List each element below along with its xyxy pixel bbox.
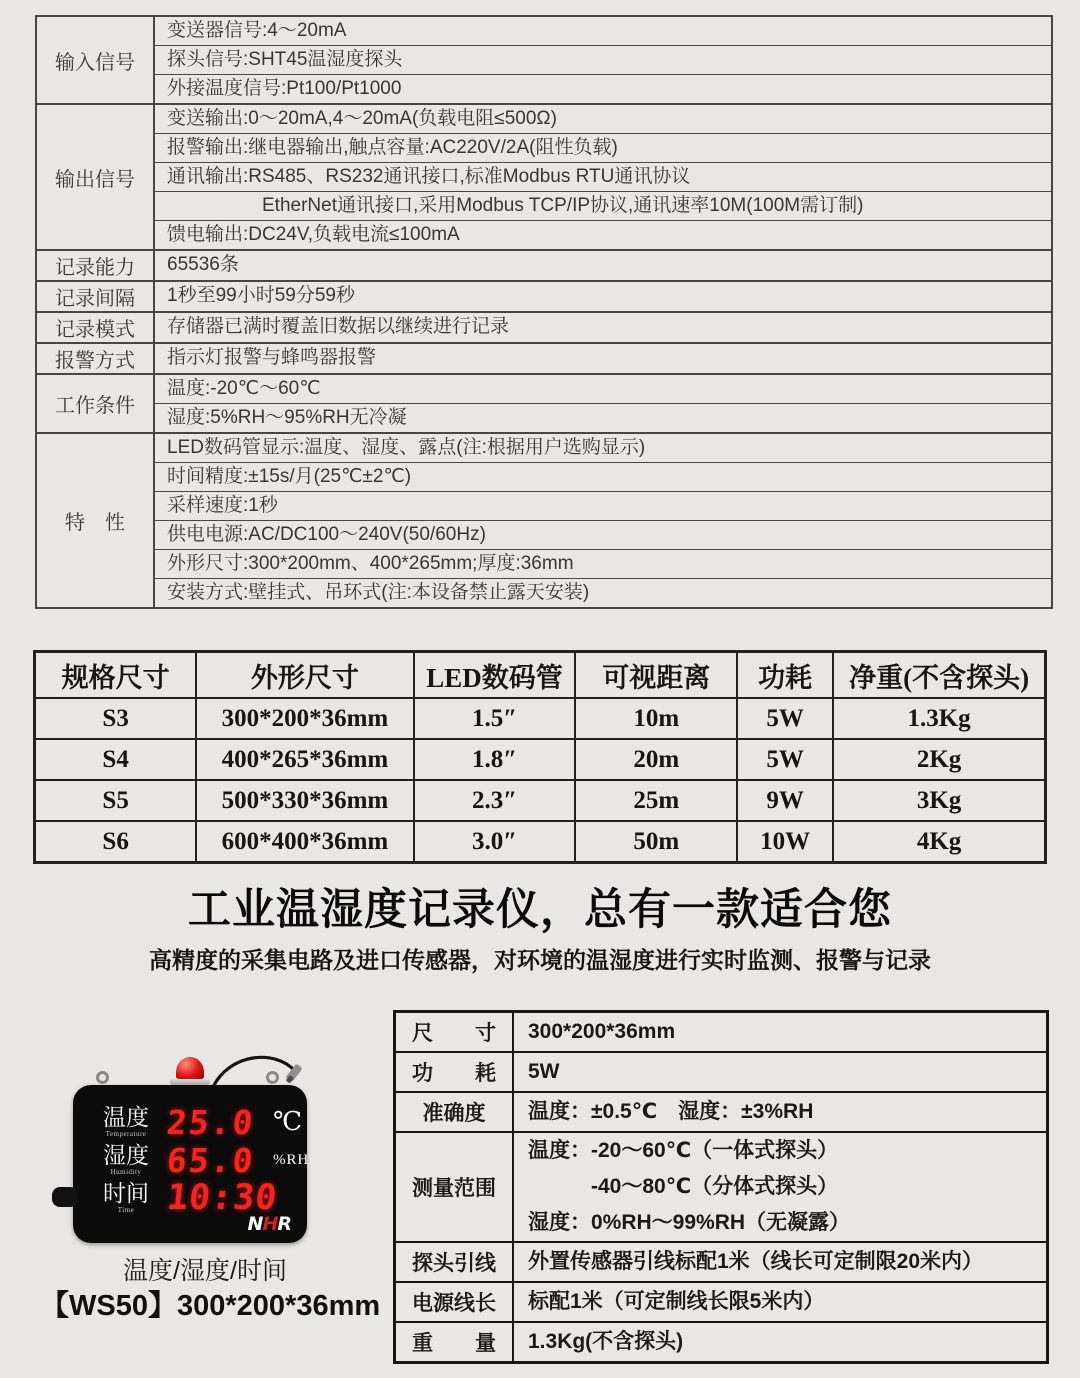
detail-row-line: 温度：-20～60℃（一体式探头）: [528, 1139, 839, 1162]
detail-row-line: 温度：±0.5℃ 湿度：±3%RH: [528, 1100, 814, 1123]
product-model-caption: 【WS50】300*200*36mm: [40, 1290, 381, 1322]
model-cell: 25m: [575, 780, 737, 821]
model-cell: 9W: [737, 780, 833, 821]
spec-row-value: LED数码管显示:温度、湿度、露点(注:根据用户选购显示): [155, 434, 1051, 463]
model-cell: 3.0″: [414, 821, 576, 863]
detail-row-line: 5W: [528, 1060, 560, 1083]
model-cell: S6: [35, 821, 197, 863]
led-display-row: [93, 1179, 293, 1217]
spec-rows: [155, 17, 1051, 103]
spec-row-label: 输出信号: [37, 105, 155, 249]
spec-group: [37, 313, 1051, 344]
model-cell: 5W: [737, 739, 833, 780]
display-label-en: Temperature: [105, 1130, 147, 1139]
detail-row-line: 300*200*36mm: [528, 1020, 676, 1043]
detail-row-label: 功 耗: [396, 1053, 514, 1091]
detail-row-label: 尺 寸: [396, 1013, 514, 1051]
model-cell: 50m: [575, 821, 737, 863]
model-column-header: 功耗: [737, 652, 833, 699]
spec-group: [37, 251, 1051, 282]
display-value: 25.0: [164, 1102, 257, 1142]
page-subtitle: 高精度的采集电路及进口传感器，对环境的温湿度进行实时监测、报警与记录: [149, 947, 931, 973]
spec-rows: [155, 313, 1051, 342]
spec-rows: [155, 282, 1051, 311]
nhr-logo-letter: R: [277, 1213, 291, 1235]
table-row: [35, 780, 1046, 821]
model-table-header: [35, 652, 1046, 699]
led-display-row: [93, 1140, 310, 1180]
spec-rows: [155, 375, 1051, 432]
spec-row-label: 工作条件: [37, 375, 155, 432]
detail-row: [396, 1283, 1046, 1323]
model-cell: 20m: [575, 739, 737, 780]
spec-row-value: EtherNet通讯接口,采用Modbus TCP/IP协议,通讯速率10M(100M需订制): [155, 192, 1051, 221]
table-row: [35, 739, 1046, 780]
spec-row-value: 采样速度:1秒: [155, 492, 1051, 521]
detail-row-content: [514, 1283, 1046, 1321]
detail-row: [396, 1093, 1046, 1133]
model-column-header: 可视距离: [575, 652, 737, 699]
spec-rows: [155, 105, 1051, 249]
spec-row-value: 探头信号:SHT45温湿度探头: [155, 46, 1051, 75]
detail-row-line: 外置传感器引线标配1米（线长可定制限20米内）: [528, 1250, 984, 1273]
model-cell: 600*400*36mm: [196, 821, 413, 863]
model-cell: 2Kg: [833, 739, 1045, 780]
spec-group: [37, 344, 1051, 375]
spec-row-value: 安装方式:壁挂式、吊环式(注:本设备禁止露天安装): [167, 582, 590, 603]
detail-row-label: 重 量: [396, 1323, 514, 1361]
spec-row-value: 湿度:5%RH～95%RH无冷凝: [167, 407, 407, 428]
model-header-row: [35, 652, 1046, 699]
model-column-header: LED数码管: [414, 652, 576, 699]
spec-row-label: 记录间隔: [37, 282, 155, 311]
display-label-cn: 温度: [103, 1104, 149, 1130]
spec-row-value: 变送输出:0～20mA,4～20mA(负载电阻≤500Ω): [155, 105, 1051, 134]
display-label-block: [93, 1106, 159, 1138]
table-row: [35, 821, 1046, 863]
side-knob-icon: [52, 1187, 78, 1207]
detail-row-content: [514, 1053, 1046, 1091]
detail-row-content: [514, 1323, 1046, 1361]
nhr-logo: [248, 1213, 291, 1235]
model-cell: 3Kg: [833, 780, 1045, 821]
display-unit: ℃: [273, 1107, 303, 1136]
spec-row-value: 通讯输出:RS485、RS232通讯接口,标准Modbus RTU通讯协议: [155, 163, 1051, 192]
led-display: [93, 1102, 310, 1218]
detail-row-content: [514, 1013, 1046, 1051]
detail-row-content: [514, 1243, 1046, 1281]
detail-row-label: 准确度: [396, 1093, 514, 1131]
display-label-en: Time: [117, 1206, 135, 1215]
model-column-header: 净重(不含探头): [833, 652, 1045, 699]
display-label-block: [93, 1144, 159, 1176]
detail-row-label: 测量范围: [396, 1133, 514, 1241]
spec-row-value: 1秒至99小时59分59秒: [167, 285, 355, 306]
model-cell: 400*265*36mm: [196, 739, 413, 780]
model-cell: S4: [35, 739, 197, 780]
model-cell: 300*200*36mm: [196, 698, 413, 739]
spec-row-value: 温度:-20℃～60℃: [155, 375, 1051, 404]
device-panel: [73, 1085, 310, 1243]
model-size-table: [33, 650, 1047, 864]
spec-group: [37, 282, 1051, 313]
detail-row: [396, 1053, 1046, 1093]
model-cell: 10m: [575, 698, 737, 739]
spec-row-value: 65536条: [167, 254, 239, 275]
spec-group: [37, 434, 1051, 607]
spec-row-label: 报警方式: [37, 344, 155, 373]
detail-row: [396, 1243, 1046, 1283]
led-display-row: [93, 1102, 303, 1142]
display-value: 10:30: [164, 1178, 280, 1218]
detail-row: [396, 1013, 1046, 1053]
model-cell: 500*330*36mm: [196, 780, 413, 821]
spec-table: [35, 15, 1053, 609]
display-unit: %RH: [273, 1151, 310, 1168]
display-label-cn: 湿度: [103, 1142, 149, 1168]
product-caption: 温度/湿度/时间: [123, 1257, 287, 1285]
model-table-body: [35, 698, 1046, 863]
detail-row-line: 1.3Kg(不含探头): [528, 1330, 684, 1353]
model-cell: 1.3Kg: [833, 698, 1045, 739]
spec-row-value: 时间精度:±15s/月(25℃±2℃): [155, 463, 1051, 492]
table-row: [35, 698, 1046, 739]
detail-row: [396, 1133, 1046, 1243]
spec-group: [37, 17, 1051, 105]
spec-row-value: 报警输出:继电器输出,触点容量:AC220V/2A(阻性负载): [155, 134, 1051, 163]
product-figure: [40, 1055, 390, 1355]
spec-row-label: 输入信号: [37, 17, 155, 103]
detail-row-line: 标配1米（可定制线长限5米内）: [528, 1290, 825, 1313]
spec-row-value: 指示灯报警与蜂鸣器报警: [167, 347, 377, 368]
model-cell: 1.5″: [414, 698, 576, 739]
spec-row-value: 馈电输出:DC24V,负载电流≤100mA: [167, 224, 460, 245]
spec-row-label: 特 性: [37, 434, 155, 607]
model-cell: 4Kg: [833, 821, 1045, 863]
model-cell: 1.8″: [414, 739, 576, 780]
spec-row-value: 外形尺寸:300*200mm、400*265mm;厚度:36mm: [155, 550, 1051, 579]
model-cell: 5W: [737, 698, 833, 739]
display-label-block: [93, 1182, 159, 1214]
model-column-header: 规格尺寸: [35, 652, 197, 699]
detail-row-line: -40～80℃（分体式探头）: [528, 1175, 839, 1198]
spec-rows: [155, 344, 1051, 373]
detail-row-content: [514, 1133, 1046, 1241]
spec-rows: [155, 251, 1051, 280]
detail-row-label: 电源线长: [396, 1283, 514, 1321]
model-cell: S3: [35, 698, 197, 739]
display-label-cn: 时间: [103, 1180, 149, 1206]
model-cell: 10W: [737, 821, 833, 863]
display-value: 65.0: [164, 1140, 257, 1180]
spec-row-value: 存储器已满时覆盖旧数据以继续进行记录: [167, 316, 510, 337]
model-cell: S5: [35, 780, 197, 821]
nhr-logo-letter: H: [262, 1213, 278, 1235]
detail-row-line: 湿度：0%RH～99%RH（无凝露）: [528, 1211, 851, 1234]
detail-row: [396, 1323, 1046, 1361]
detail-row-content: [514, 1093, 1046, 1131]
spec-group: [37, 105, 1051, 251]
spec-row-value: 变送器信号:4～20mA: [155, 17, 1051, 46]
hanger-ring-icon: [96, 1071, 109, 1084]
nhr-logo-letter: N: [247, 1213, 263, 1235]
detail-spec-table: [393, 1010, 1049, 1364]
spec-group: [37, 375, 1051, 434]
page-title: 工业温湿度记录仪，总有一款适合您: [188, 886, 892, 934]
detail-row-label: 探头引线: [396, 1243, 514, 1281]
spec-rows: [155, 434, 1051, 607]
spec-row-value: 供电电源:AC/DC100～240V(50/60Hz): [155, 521, 1051, 550]
display-label-en: Humidity: [110, 1168, 142, 1177]
spec-row-label: 记录模式: [37, 313, 155, 342]
model-column-header: 外形尺寸: [196, 652, 413, 699]
spec-row-value: 外接温度信号:Pt100/Pt1000: [167, 78, 402, 99]
spec-row-label: 记录能力: [37, 251, 155, 280]
model-cell: 2.3″: [414, 780, 576, 821]
